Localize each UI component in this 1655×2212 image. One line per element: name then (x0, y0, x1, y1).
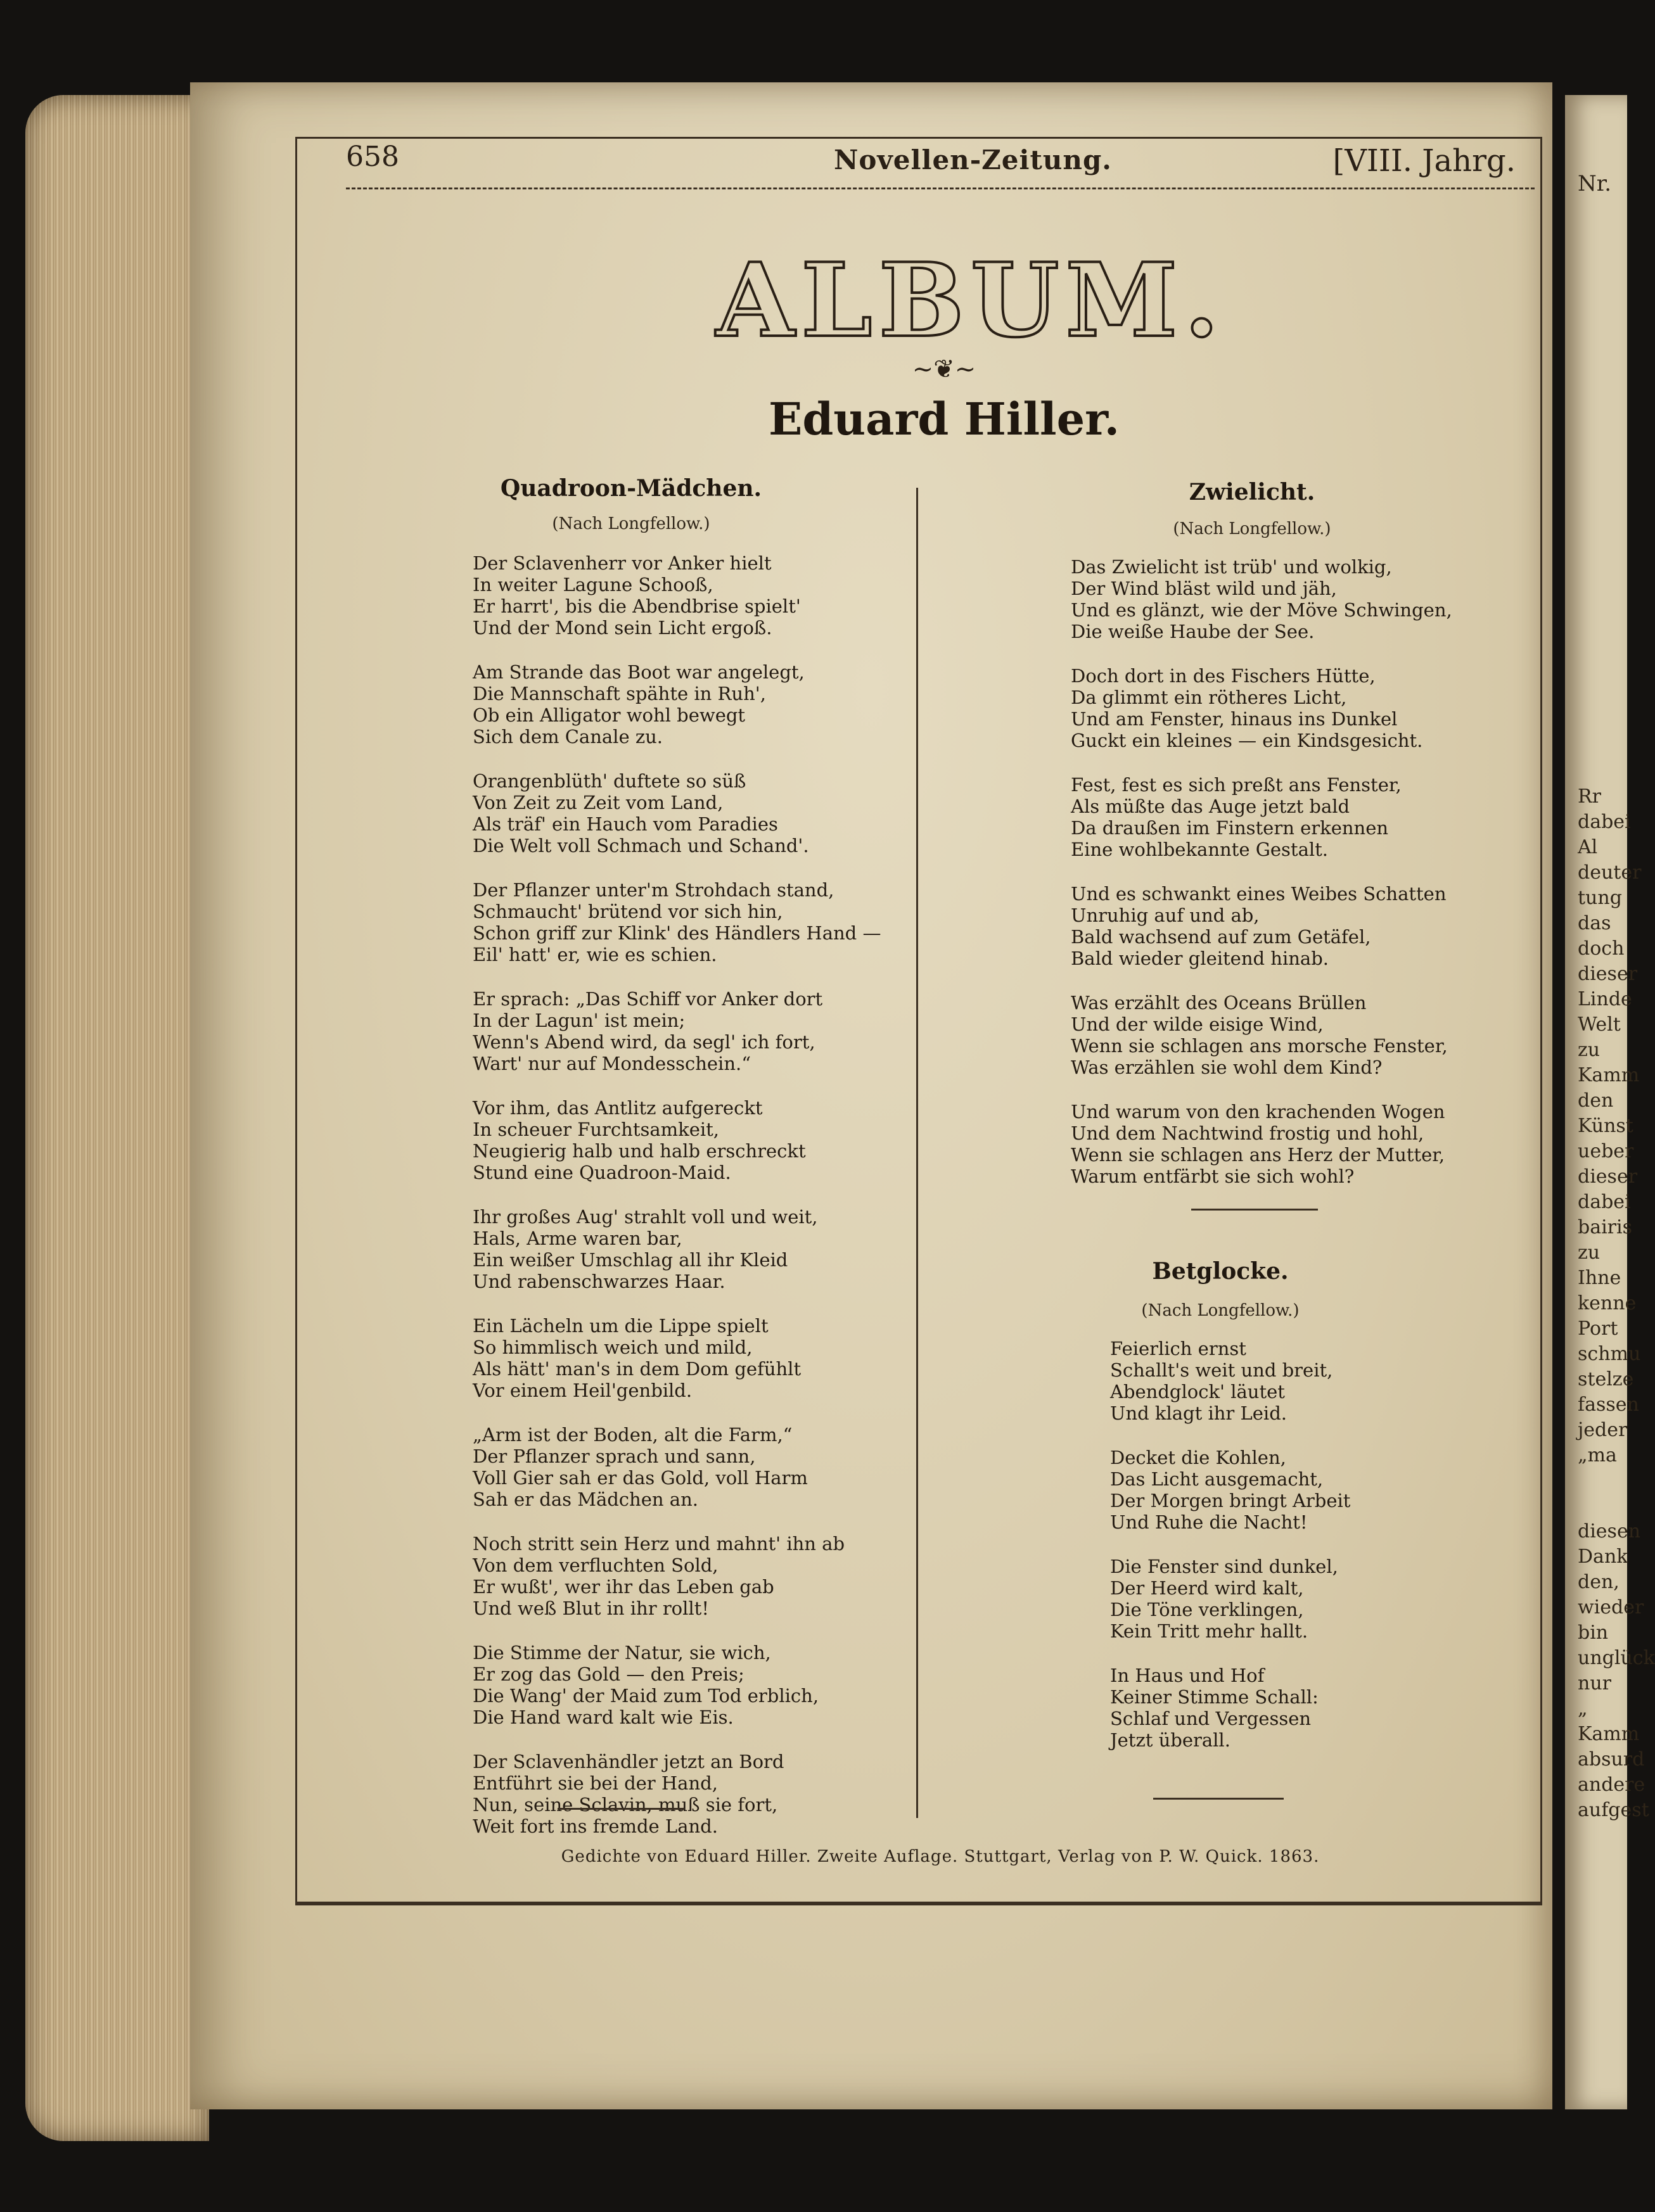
verse-line: Und weß Blut in ihr rollt! (473, 1598, 709, 1619)
poem-subtitle: (Nach Longfellow.) (552, 514, 710, 533)
stanza (1110, 1338, 1350, 1424)
verse-line: Schallt's weit und breit, (1110, 1359, 1333, 1381)
header-rule (346, 188, 1535, 189)
verse-line: Schlaf und Vergessen (1110, 1708, 1312, 1729)
verse-line: Und am Fenster, hinaus ins Dunkel (1071, 708, 1398, 730)
verse-line: Die Stimme der Natur, sie wich, (473, 1642, 771, 1663)
verse-line: Vor ihm, das Antlitz aufgereckt (473, 1097, 763, 1119)
poem-body (473, 552, 881, 1860)
stanza (1071, 992, 1452, 1078)
volume-label: [VIII. Jahrg. (1332, 143, 1516, 179)
poem-title: Quadroon-Mädchen. (500, 475, 762, 502)
verse-line: Ein Lächeln um die Lippe spielt (473, 1315, 769, 1337)
verse-line: Als träf' ein Hauch vom Paradies (473, 813, 778, 835)
facing-page-text: Linde (1578, 988, 1632, 1010)
verse-line: Die Fenster sind dunkel, (1110, 1556, 1338, 1577)
verse-line: Was erzählt des Oceans Brüllen (1071, 992, 1367, 1014)
verse-line: Was erzählen sie wohl dem Kind? (1071, 1057, 1383, 1078)
poem-title: Zwielicht. (1189, 479, 1315, 505)
bottom-rule (295, 1902, 1542, 1904)
verse-line: In weiter Lagune Schooß, (473, 574, 713, 595)
verse-line: In der Lagun' ist mein; (473, 1010, 686, 1031)
stanza (1071, 774, 1452, 860)
facing-page (1565, 95, 1655, 2109)
journal-title: Novellen-Zeitung. (834, 144, 1112, 175)
facing-page-text: andere (1578, 1774, 1645, 1796)
facing-page-text: bairis (1578, 1216, 1633, 1238)
poem-subtitle: (Nach Longfellow.) (1173, 519, 1331, 538)
facing-page-text: wieder (1578, 1596, 1644, 1618)
album-title: ALBUM. (716, 241, 1226, 360)
verse-line: Warum entfärbt sie sich wohl? (1071, 1166, 1355, 1187)
verse-line: „Arm ist der Boden, alt die Farm,“ (473, 1424, 793, 1446)
verse-line: Und dem Nachtwind frostig und hohl, (1071, 1122, 1424, 1144)
facing-page-text: den, (1578, 1571, 1620, 1593)
verse-line: Und klagt ihr Leid. (1110, 1402, 1287, 1424)
verse-line: Noch stritt sein Herz und mahnt' ihn ab (473, 1533, 845, 1554)
book-page-edges (25, 95, 209, 2141)
facing-page-text: kenne (1578, 1292, 1637, 1314)
facing-page-text: dieser (1578, 963, 1638, 985)
flourish-ornament: ~❦~ (912, 355, 976, 384)
verse-line: Bald wachsend auf zum Getäfel, (1071, 926, 1371, 948)
verse-line: Sah er das Mädchen an. (473, 1489, 698, 1510)
verse-line: So himmlisch weich und mild, (473, 1337, 753, 1358)
verse-line: Decket die Kohlen, (1110, 1447, 1286, 1468)
verse-line: Guckt ein kleines — ein Kindsgesicht. (1071, 730, 1423, 751)
verse-line: Da draußen im Finstern erkennen (1071, 817, 1389, 839)
verse-line: Entführt sie bei der Hand, (473, 1772, 718, 1794)
verse-line: Die Welt voll Schmach und Schand'. (473, 835, 809, 856)
verse-line: Die Töne verklingen, (1110, 1599, 1304, 1620)
verse-line: Und es schwankt eines Weibes Schatten (1071, 883, 1447, 905)
facing-page-text: Nr. (1578, 171, 1612, 196)
verse-line: Wenn sie schlagen ans Herz der Mutter, (1071, 1144, 1445, 1166)
facing-page-text: Dank (1578, 1546, 1628, 1568)
facing-page-text: Kamm (1578, 1064, 1640, 1086)
facing-page-text: zu (1578, 1039, 1601, 1061)
poem-end-rule (1191, 1209, 1318, 1211)
facing-page-text: Ihne (1578, 1267, 1621, 1289)
stanza (473, 1206, 881, 1292)
facing-page-text: Kamm (1578, 1723, 1640, 1745)
stanza (473, 1315, 881, 1401)
stanza (473, 879, 881, 965)
facing-page-text: deuter (1578, 861, 1642, 884)
facing-page-text: das (1578, 912, 1611, 934)
verse-line: Der Sclavenherr vor Anker hielt (473, 552, 772, 574)
facing-page-text: Künst (1578, 1115, 1633, 1137)
facing-page-text: dieser (1578, 1166, 1638, 1188)
stanza (473, 1642, 881, 1728)
stanza (473, 1424, 881, 1510)
facing-page-text: „ (1578, 1698, 1588, 1720)
stanza (1071, 665, 1452, 751)
verse-line: Feierlich ernst (1110, 1338, 1246, 1359)
verse-line: Die Mannschaft spähte in Ruh', (473, 683, 766, 704)
verse-line: Keiner Stimme Schall: (1110, 1686, 1319, 1708)
verse-line: Als hätt' man's in dem Dom gefühlt (473, 1358, 802, 1380)
stanza (1110, 1665, 1350, 1751)
facing-page-text: „ma (1578, 1444, 1617, 1466)
verse-line: Der Pflanzer sprach und sann, (473, 1446, 756, 1467)
verse-line: Bald wieder gleitend hinab. (1071, 948, 1329, 969)
stanza (1110, 1556, 1350, 1642)
verse-line: Orangenblüth' duftete so süß (473, 770, 746, 792)
facing-page-text: Al (1578, 836, 1598, 858)
verse-line: Voll Gier sah er das Gold, voll Harm (473, 1467, 808, 1489)
poem-end-rule (1153, 1798, 1284, 1800)
facing-page-text: doch (1578, 938, 1625, 960)
facing-page-text: diesen (1578, 1520, 1641, 1542)
facing-page-text: schmu (1578, 1343, 1641, 1365)
verse-line: Der Pflanzer unter'm Strohdach stand, (473, 879, 834, 901)
verse-line: Jetzt überall. (1110, 1729, 1230, 1751)
facing-page-text: dabei (1578, 1191, 1631, 1213)
verse-line: Ob ein Alligator wohl bewegt (473, 704, 746, 726)
footer-citation: Gedichte von Eduard Hiller. Zweite Auflage. Stuttgart, Verlag von P. W. Quick. 1863. (561, 1847, 1320, 1866)
verse-line: Von dem verfluchten Sold, (473, 1554, 719, 1576)
verse-line: Unruhig auf und ab, (1071, 905, 1260, 926)
verse-line: Und warum von den krachenden Wogen (1071, 1101, 1445, 1122)
stanza (1071, 1101, 1452, 1187)
verse-line: Er sprach: „Das Schiff vor Anker dort (473, 988, 823, 1010)
stanza (473, 1533, 881, 1619)
facing-page-text: dabei (1578, 811, 1631, 833)
facing-page-text: nur (1578, 1672, 1611, 1694)
facing-page-text: tung (1578, 887, 1622, 909)
facing-page-text: stelze (1578, 1368, 1634, 1390)
verse-line: Er harrt', bis die Abendbrise spielt' (473, 595, 801, 617)
stanza (473, 661, 881, 747)
facing-page-text: Welt (1578, 1014, 1621, 1036)
verse-line: Nun, seine Sclavin, muß sie fort, (473, 1794, 778, 1815)
facing-page-text: absurd (1578, 1748, 1645, 1770)
facing-page-text: zu (1578, 1242, 1601, 1264)
verse-line: Hals, Arme waren bar, (473, 1228, 682, 1249)
verse-line: Abendglock' läutet (1110, 1381, 1285, 1402)
stanza (473, 770, 881, 856)
facing-page-text: bin (1578, 1622, 1609, 1644)
verse-line: Weit fort ins fremde Land. (473, 1815, 718, 1837)
verse-line: Und rabenschwarzes Haar. (473, 1271, 725, 1292)
stanza (473, 552, 881, 639)
verse-line: Der Wind bläst wild und jäh, (1071, 578, 1337, 599)
author-name: Eduard Hiller. (768, 393, 1120, 445)
verse-line: Doch dort in des Fischers Hütte, (1071, 665, 1376, 687)
verse-line: Und Ruhe die Nacht! (1110, 1511, 1308, 1533)
verse-line: Wart' nur auf Mondesschein.“ (473, 1053, 751, 1074)
verse-line: Die Hand ward kalt wie Eis. (473, 1707, 734, 1728)
verse-line: Und der wilde eisige Wind, (1071, 1014, 1324, 1035)
facing-page-text: Port (1578, 1318, 1618, 1340)
poem-body (1071, 556, 1452, 1210)
verse-line: Eine wohlbekannte Gestalt. (1071, 839, 1329, 860)
verse-line: In Haus und Hof (1110, 1665, 1265, 1686)
verse-line: Die Wang' der Maid zum Tod erblich, (473, 1685, 819, 1707)
verse-line: Vor einem Heil'genbild. (473, 1380, 693, 1401)
verse-line: Als müßte das Auge jetzt bald (1071, 796, 1350, 817)
verse-line: Fest, fest es sich preßt ans Fenster, (1071, 774, 1402, 796)
running-header (346, 141, 1516, 185)
verse-line: Eil' hatt' er, wie es schien. (473, 944, 717, 965)
verse-line: Wenn sie schlagen ans morsche Fenster, (1071, 1035, 1448, 1057)
verse-line: Neugierig halb und halb erschreckt (473, 1140, 806, 1162)
verse-line: Die weiße Haube der See. (1071, 621, 1315, 642)
verse-line: Wenn's Abend wird, da segl' ich fort, (473, 1031, 815, 1053)
verse-line: Der Morgen bringt Arbeit (1110, 1490, 1351, 1511)
column-divider (916, 488, 918, 1818)
facing-page-text: Rr (1578, 785, 1601, 808)
stanza (473, 988, 881, 1074)
poem-subtitle: (Nach Longfellow.) (1141, 1301, 1300, 1320)
verse-line: Der Heerd wird kalt, (1110, 1577, 1304, 1599)
facing-page-text: unglück (1578, 1647, 1655, 1669)
facing-page-text: fassen (1578, 1394, 1639, 1416)
facing-page-text: jeder (1578, 1419, 1628, 1441)
verse-line: Von Zeit zu Zeit vom Land, (473, 792, 724, 813)
stanza (1071, 883, 1452, 969)
verse-line: Schmaucht' brütend vor sich hin, (473, 901, 783, 922)
verse-line: Kein Tritt mehr hallt. (1110, 1620, 1308, 1642)
verse-line: Er zog das Gold — den Preis; (473, 1663, 744, 1685)
verse-line: Und der Mond sein Licht ergoß. (473, 617, 772, 639)
verse-line: Das Zwielicht ist trüb' und wolkig, (1071, 556, 1392, 578)
verse-line: Sich dem Canale zu. (473, 726, 663, 747)
verse-line: Da glimmt ein rötheres Licht, (1071, 687, 1347, 708)
verse-line: Schon griff zur Klink' des Händlers Hand — (473, 922, 881, 944)
poem-end-rule (558, 1808, 684, 1810)
stanza (1071, 556, 1452, 642)
verse-line: Am Strande das Boot war angelegt, (473, 661, 805, 683)
stanza (473, 1097, 881, 1183)
verse-line: Das Licht ausgemacht, (1110, 1468, 1324, 1490)
facing-page-text: ueber (1578, 1140, 1634, 1162)
verse-line: Und es glänzt, wie der Möve Schwingen, (1071, 599, 1452, 621)
stanza (473, 1751, 881, 1837)
verse-line: Ihr großes Aug' strahlt voll und weit, (473, 1206, 818, 1228)
verse-line: Ein weißer Umschlag all ihr Kleid (473, 1249, 788, 1271)
facing-page-text: aufgest (1578, 1799, 1649, 1821)
verse-line: In scheuer Furchtsamkeit, (473, 1119, 720, 1140)
verse-line: Stund eine Quadroon-Maid. (473, 1162, 731, 1183)
poem-body (1110, 1338, 1350, 1774)
verse-line: Der Sclavenhändler jetzt an Bord (473, 1751, 784, 1772)
verse-line: Er wußt', wer ihr das Leben gab (473, 1576, 774, 1598)
poem-title: Betglocke. (1152, 1258, 1289, 1285)
stanza (1110, 1447, 1350, 1533)
page-number: 658 (346, 141, 399, 173)
facing-page-text: den (1578, 1090, 1614, 1112)
